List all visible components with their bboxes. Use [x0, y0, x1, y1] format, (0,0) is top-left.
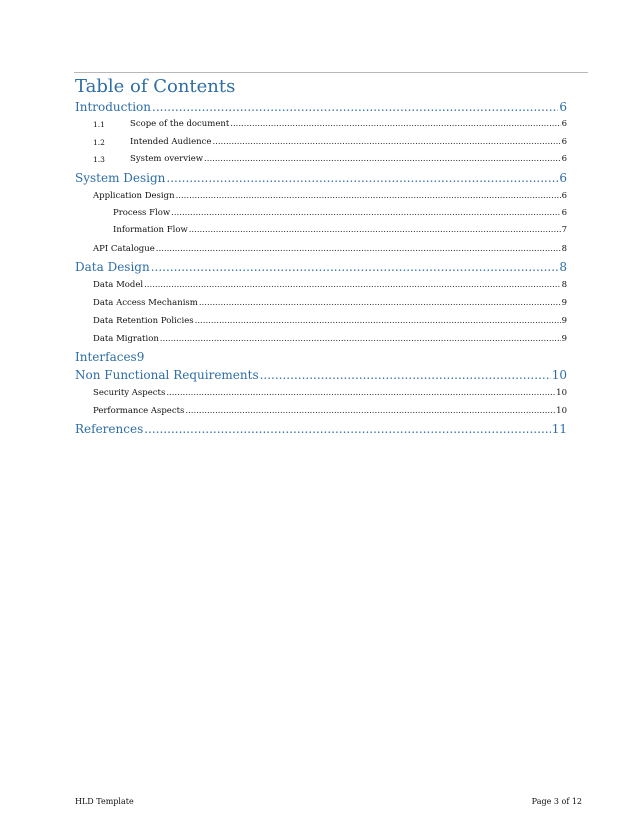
toc-entry[interactable] — [75, 116, 567, 134]
toc-entry-label: System Design — [75, 170, 166, 185]
toc-leader-dots — [185, 402, 555, 420]
toc-entry[interactable] — [75, 169, 567, 187]
toc-entry[interactable] — [75, 330, 567, 348]
toc-leader-dots — [212, 134, 560, 152]
toc-entry-page: 8 — [559, 259, 567, 274]
toc-leader-dots — [160, 330, 561, 348]
toc-leader-dots — [151, 258, 559, 276]
toc-entry-page: 9 — [561, 333, 567, 344]
toc-entry-label: Data Access Mechanism — [93, 297, 198, 308]
toc-entry-page: 9 — [136, 349, 145, 364]
toc-entry-label: System overview — [130, 154, 204, 164]
toc-entry-label: Information Flow — [113, 225, 188, 235]
toc-entry-label: Data Model — [93, 279, 144, 290]
toc-leader-dots — [166, 169, 558, 187]
toc-entry[interactable] — [75, 348, 567, 366]
toc-entry-label: Data Design — [75, 259, 150, 274]
toc-entry-label: Introduction — [75, 100, 151, 114]
toc-leader-dots — [195, 312, 561, 330]
toc-entry[interactable] — [75, 151, 567, 169]
page-title: Table of Contents — [75, 76, 236, 97]
toc-entry-number: 1.2 — [93, 137, 105, 147]
toc-entry[interactable] — [75, 205, 567, 223]
toc-entry-page: 6 — [561, 207, 567, 218]
toc-entry-number: 1.1 — [93, 120, 105, 129]
toc-entry-label: Application Design — [93, 190, 175, 201]
toc-entry-page: 6 — [561, 154, 567, 164]
table-of-contents — [75, 98, 567, 438]
toc-entry-page: 8 — [561, 243, 567, 254]
toc-entry[interactable] — [75, 98, 567, 116]
toc-entry-label: Interfaces — [75, 349, 137, 364]
toc-entry-label: API Catalogue — [93, 243, 155, 254]
toc-entry-page: 8 — [561, 279, 567, 290]
footer-page-number: Page 3 of 12 — [531, 797, 582, 806]
toc-entry-label: Data Retention Policies — [93, 315, 194, 326]
footer-document-name: HLD Template — [75, 797, 134, 806]
toc-entry-page: 6 — [559, 170, 567, 185]
toc-entry[interactable] — [75, 384, 567, 402]
toc-entry[interactable] — [75, 366, 567, 384]
toc-entry-page: 7 — [561, 225, 567, 235]
toc-entry-label: Intended Audience — [130, 136, 212, 147]
toc-leader-dots — [171, 205, 560, 223]
toc-entry-label: Data Migration — [93, 333, 159, 344]
toc-entry[interactable] — [75, 187, 567, 205]
toc-leader-dots — [199, 294, 561, 312]
header-rule — [74, 72, 588, 73]
toc-entry-label: Security Aspects — [93, 387, 166, 398]
toc-leader-dots — [166, 384, 555, 402]
toc-leader-dots — [260, 366, 551, 384]
toc-entry-page: 9 — [561, 315, 567, 326]
toc-entry-page: 10 — [556, 405, 567, 416]
toc-leader-dots — [189, 222, 561, 240]
toc-leader-dots — [144, 276, 560, 294]
toc-entry[interactable] — [75, 258, 567, 276]
toc-entry[interactable] — [75, 240, 567, 258]
toc-entry-label: Performance Aspects — [93, 405, 185, 416]
toc-entry[interactable] — [75, 402, 567, 420]
toc-leader-dots — [230, 116, 560, 134]
toc-leader-dots — [152, 98, 558, 116]
toc-entry[interactable] — [75, 312, 567, 330]
toc-entry-page: 9 — [561, 297, 567, 308]
toc-entry-page: 11 — [551, 421, 567, 436]
toc-entry[interactable] — [75, 294, 567, 312]
toc-leader-dots — [204, 151, 561, 169]
toc-leader-dots — [176, 187, 561, 205]
toc-entry-page: 6 — [561, 190, 567, 201]
toc-entry[interactable] — [75, 134, 567, 152]
toc-entry-label: Process Flow — [113, 207, 171, 218]
toc-leader-dots — [156, 240, 561, 258]
toc-entry[interactable] — [75, 420, 567, 438]
toc-leader-dots — [144, 420, 550, 438]
toc-entry-label: Scope of the document — [130, 119, 230, 129]
toc-entry-label: Non Functional Requirements — [75, 367, 259, 382]
toc-entry-page: 10 — [551, 367, 567, 382]
toc-entry[interactable] — [75, 276, 567, 294]
toc-entry-page: 6 — [561, 136, 567, 147]
toc-entry-page: 10 — [556, 387, 567, 398]
toc-entry-page: 6 — [559, 100, 567, 114]
toc-entry-label: References — [75, 421, 144, 436]
toc-entry-page: 6 — [561, 119, 567, 129]
toc-entry-number: 1.3 — [93, 155, 105, 164]
toc-entry[interactable] — [75, 222, 567, 240]
